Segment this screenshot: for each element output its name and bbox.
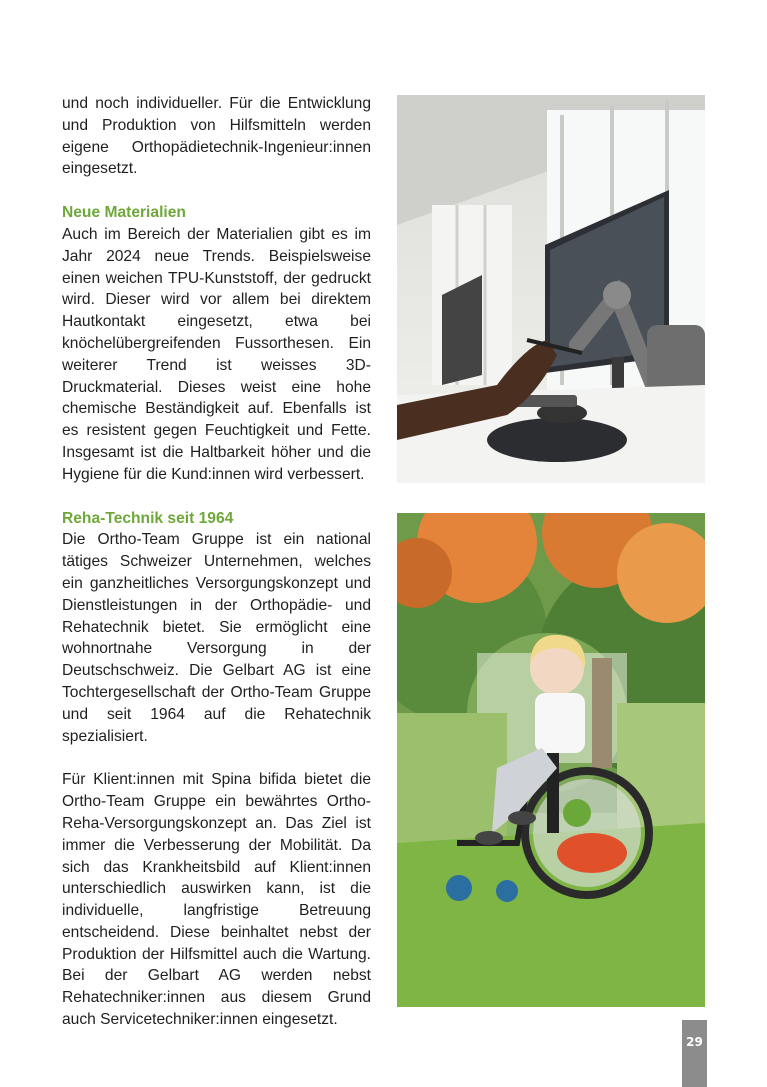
wheelchair-child-photo xyxy=(397,513,705,1007)
text-column xyxy=(62,93,371,1031)
heading-neue-materialien: Neue Materialien xyxy=(62,204,186,222)
page-number: 29 xyxy=(686,1035,703,1049)
reha-paragraph-1: Die Ortho-Team Gruppe ist ein national tätiges Schweizer Unternehmen, welches ein ganzheitliches Versorgungskonzept und Dienstleistungen in der Orthopädie- und Rehatechnik bietet. Sie ermöglicht eine wohnortnahe Versorgung in der Deutschschweiz. Die Gelbart AG ist eine Tochtergesellschaft der Ortho-Team Gruppe und seit 1964 auf die Rehatechnik spezialisiert. xyxy=(62,531,371,745)
heading-reha-technik: Reha-Technik seit 1964 xyxy=(62,509,234,527)
materials-paragraph: Auch im Bereich der Materialien gibt es im Jahr 2024 neue Trends. Beispielsweise einen weichen TPU-Kunststoff, der gedruckt wird. Dieser wird vor allem bei direktem Hautkontakt eingesetzt, etwa bei knöchelübergreifenden Fussorthesen. Ein weiterer Trend ist weisses 3D-Druckmaterial. Dieses weist eine hohe chemische Beständigkeit auf. Ebenfalls ist es resistent gegen Feuchtigkeit und Fette. Insgesamt ist die Haltbarkeit höher und die Hygiene für die Kund:innen wird verbessert. xyxy=(62,225,371,483)
workstation-photo xyxy=(397,95,705,483)
intro-paragraph: und noch individueller. Für die Entwicklung und Produktion von Hilfsmitteln werden eigene Orthopädietechnik-Ingenieur:innen eingesetzt. xyxy=(62,95,371,178)
reha-paragraph-2: Für Klient:innen mit Spina bifida bietet die Ortho-Team Gruppe ein bewährtes Ortho-Reha-Versorgungskonzept an. Das Ziel ist immer die Verbesserung der Mobilität. Da sich das Krankheitsbild auf Klient:innen unterschiedlich auswirken kann, ist die individuelle, langfristige Betreuung entscheidend. Diese beinhaltet nebst der Produktion der Hilfsmittel auch die Wartung. Bei der Gelbart AG werden nebst Rehatechniker:innen aus diesem Grund auch Servicetechniker:innen eingesetzt. xyxy=(62,771,371,1029)
page-number-tab xyxy=(682,1020,707,1087)
